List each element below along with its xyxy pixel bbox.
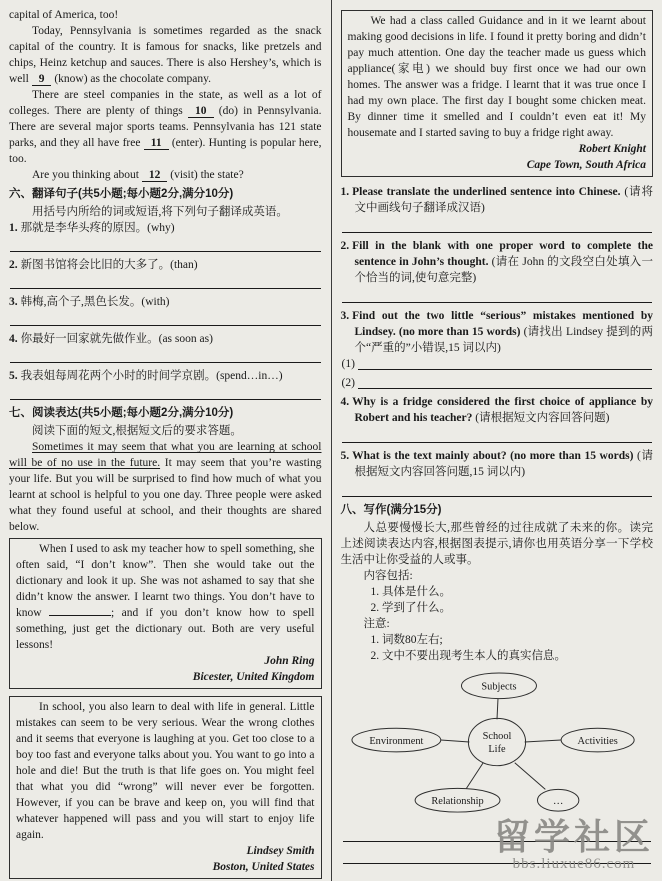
- question-english: Why is a fridge considered the first choice of appliance by Robert and his teacher?: [352, 396, 653, 424]
- mindmap-edge: [466, 763, 483, 789]
- watermark-title: 留学社区: [493, 816, 654, 857]
- item-text: 那就是李华头疼的原因。(why): [20, 222, 175, 234]
- sub-item-number: (1): [341, 358, 355, 370]
- letter-lindsey-text: In school, you also learn to deal with life in general. Little mistakes can seem to be very serious. Wear the wrong clothes and it seems that everyone is laughing at you. Get too close to a boy too fast and everyone talks about you. You want to go into a hole and die! But the truth is that life goes on. You might feel that what you did “wrong” will never ever be forgotten. However, if you can be brave and keep on, you will find that whatever happened will pass and you will start to enjoy life again.: [16, 701, 315, 841]
- answer-line: [10, 236, 321, 252]
- item-text: 我表姐每周花两个小时的时间学京剧。(spend…in…): [20, 370, 283, 382]
- translation-sentence: [9, 294, 322, 310]
- item-number: 1.: [9, 222, 18, 234]
- mindmap-label-environment: Environment: [369, 735, 424, 747]
- question-3: [341, 308, 654, 391]
- item-number: 2.: [9, 259, 18, 271]
- mindmap-edge: [497, 699, 498, 720]
- question-number: 1.: [340, 186, 350, 198]
- section-7-title: 七、阅读表达(共5小题;每小题2分,满分10分): [9, 407, 234, 419]
- sub-answer-line-2: [342, 375, 653, 391]
- translation-item-5: [9, 368, 322, 400]
- mindmap-label-center-top: School: [482, 731, 512, 743]
- cloze-blank-10: 10: [188, 105, 214, 118]
- mindmap-edge: [515, 763, 546, 790]
- section-6-title: 六、翻译句子(共5小题;每小题2分,满分10分): [9, 188, 234, 200]
- letter-author: Robert Knight: [578, 143, 646, 155]
- include-item-2: 2. 学到了什么。: [370, 602, 451, 614]
- item-text: 韩梅,高个子,黑色长发。(with): [20, 296, 170, 308]
- mindmap-edge: [441, 740, 470, 742]
- cloze-blank-11: 11: [144, 137, 169, 150]
- continuation-text: capital of America, too!: [9, 9, 119, 21]
- translation-sentence: [9, 257, 322, 273]
- letter-location: Boston, United States: [212, 861, 315, 873]
- question-english: What is the text mainly about? (no more than 15 words): [352, 450, 634, 462]
- letter-robert-box: [341, 10, 654, 177]
- include-item-1: 1. 具体是什么。: [370, 586, 451, 598]
- translation-item-2: [9, 257, 322, 289]
- text-segment: ; and if you don’t know how to spell something, just get the dictionary out. Both are very useful lessons!: [16, 607, 315, 651]
- question-text: [341, 308, 654, 356]
- question-number: 3.: [340, 310, 350, 322]
- answer-line: [10, 384, 321, 400]
- translation-sentence: [9, 220, 322, 236]
- translation-item-1: [9, 220, 322, 252]
- item-text: 新图书馆将会比旧的大多了。(than): [20, 259, 198, 271]
- question-2: [341, 238, 654, 303]
- text-segment: (visit) the state?: [167, 169, 244, 181]
- mindmap-label-activities: Activities: [577, 735, 618, 747]
- question-english: Find out the two little “serious” mistakes mentioned by Lindsey. (no more than 15 words): [352, 310, 653, 338]
- watermark: [494, 818, 654, 873]
- answer-line: [10, 310, 321, 326]
- letter-john-text: [16, 541, 315, 653]
- fill-blank-line: [49, 605, 111, 616]
- translation-item-3: [9, 294, 322, 326]
- writing-prompt: 人总要慢慢长大,那些曾经的过往成就了未来的你。读完上述阅读表达内容,根据图表提示,请你也用英语分享一下学校生活中让你受益的人或事。: [340, 522, 653, 566]
- mindmap-label-center-bottom: Life: [488, 743, 506, 755]
- question-chinese-hint: (请根据短文内容回答问题): [475, 412, 610, 424]
- section-8-title: 八、写作(满分15分): [340, 504, 442, 516]
- translation-item-4: [9, 331, 322, 363]
- watermark-url: bbs.liuxue86.com: [512, 856, 636, 872]
- answer-line: [342, 482, 653, 497]
- translation-sentence: [9, 368, 322, 384]
- answer-line: [342, 428, 653, 443]
- section-7-instruction: 阅读下面的短文,根据短文后的要求答题。: [32, 425, 242, 437]
- mindmap-label-subjects: Subjects: [481, 681, 517, 693]
- section-6-instruction: 用括号内所给的词或短语,将下列句子翻译成英语。: [32, 206, 288, 218]
- letter-author: Lindsey Smith: [246, 845, 315, 857]
- question-5: [341, 448, 654, 497]
- school-life-mindmap: [347, 669, 647, 817]
- right-column: [332, 0, 662, 881]
- note-item-1: 1. 词数80左右;: [370, 634, 443, 646]
- cloze-paragraph-2: [9, 87, 322, 167]
- question-text: [341, 238, 654, 286]
- question-english: Please translate the underlined sentence into Chinese.: [352, 186, 621, 198]
- item-number: 4.: [9, 333, 18, 345]
- question-number: 2.: [340, 240, 350, 252]
- note-label: 注意:: [363, 618, 390, 630]
- answer-line: [10, 347, 321, 363]
- answer-line: [10, 273, 321, 289]
- question-number: 4.: [340, 396, 350, 408]
- question-text: [341, 184, 654, 216]
- item-number: 5.: [9, 370, 18, 382]
- text-segment: (enter). Hunting is popular here, too.: [9, 137, 322, 165]
- item-number: 3.: [9, 296, 18, 308]
- cloze-paragraph-3: [9, 167, 322, 183]
- letter-location: Cape Town, South Africa: [526, 159, 646, 171]
- question-chinese-hint: (请找出 Lindsey 提到的两个“严重的”小错误,15 词以内): [354, 326, 653, 354]
- answer-rule: [358, 356, 652, 370]
- answer-line: [342, 288, 653, 303]
- cloze-blank-12: 12: [142, 169, 168, 182]
- question-chinese-hint: (请在 John 的文段空白处填入一个恰当的词,使句意完整): [354, 256, 653, 284]
- text-segment: Are you thinking about: [32, 169, 142, 181]
- letter-author: John Ring: [264, 655, 315, 667]
- underlined-sentence: Sometimes it may seem that what you are learning at school will be of no use in the future.: [9, 441, 322, 469]
- sub-item-number: (2): [341, 377, 355, 389]
- question-text: [341, 394, 654, 426]
- text-segment: (know) as the chocolate company.: [51, 73, 211, 85]
- text-segment: (do) in Pennsylvania. There are several major sports teams. Pennsylvania has 121 state parks, and they all have free: [9, 105, 322, 149]
- item-text: 你最好一回家就先做作业。(as soon as): [20, 333, 213, 345]
- answer-line: [342, 218, 653, 233]
- text-segment: It may seem that you’re wasting your life. But you will be surprised to find how much of what you learnt at school is helpful to you one day. Three people were asked what they found useful at school, and their thoughts are shared below.: [9, 457, 322, 533]
- reading-intro-paragraph: [9, 439, 322, 535]
- text-segment: When I used to ask my teacher how to spell something, she often said, “I don’t know”. Then she would take out the dictionary and look it up. She was not ashamed to say that she didn’t know the answer. I learnt two things. You don’t have to know: [16, 543, 315, 619]
- mindmap-edge: [524, 740, 561, 742]
- mindmap-label-relationship: Relationship: [431, 796, 484, 808]
- letter-location: Bicester, United Kingdom: [192, 671, 315, 683]
- text-segment: Today, Pennsylvania is sometimes regarded as the snack capital of the country. It is famous for snacks, like pretzels and chips, Heinz ketchup and sauces. There is also Hershey’s, which is well: [9, 25, 322, 85]
- question-1: [341, 184, 654, 233]
- answer-rule: [358, 375, 652, 389]
- cloze-paragraph-1: [9, 23, 322, 87]
- letter-robert-text: We had a class called Guidance and in it we learnt about making good decisions in life. I found it pretty boring and didn’t pay much attention. One day the teacher made us guess which appliance(家电) we should buy first once we had our own homes. The answer was a fridge. I learnt that it was true once I had my own place. The first day I bought some chicken meat. By dinner time it smelled and I couldn’t even eat it! My housemate and I started saving to buy a fridge right away.: [347, 15, 646, 139]
- letter-john-box: [9, 538, 322, 689]
- mindmap-label-more: …: [552, 796, 564, 808]
- note-item-2: 2. 文中不要出现考生本人的真实信息。: [370, 650, 566, 662]
- question-chinese-hint: (请根据短文内容回答问题,15 词以内): [354, 450, 653, 478]
- sub-answer-line-1: [342, 356, 653, 372]
- letter-lindsey-box: [9, 696, 322, 879]
- cloze-blank-9: 9: [32, 73, 52, 86]
- text-segment: There are steel companies in the state, as well as a lot of colleges. There are plenty of things: [9, 89, 322, 117]
- question-chinese-hint: (请将文中画线句子翻译成汉语): [354, 186, 653, 214]
- question-number: 5.: [340, 450, 350, 462]
- include-label: 内容包括:: [363, 570, 413, 582]
- question-english: Fill in the blank with one proper word to complete the sentence in John’s thought.: [352, 240, 653, 268]
- question-text: [341, 448, 654, 480]
- question-4: [341, 394, 654, 443]
- translation-sentence: [9, 331, 322, 347]
